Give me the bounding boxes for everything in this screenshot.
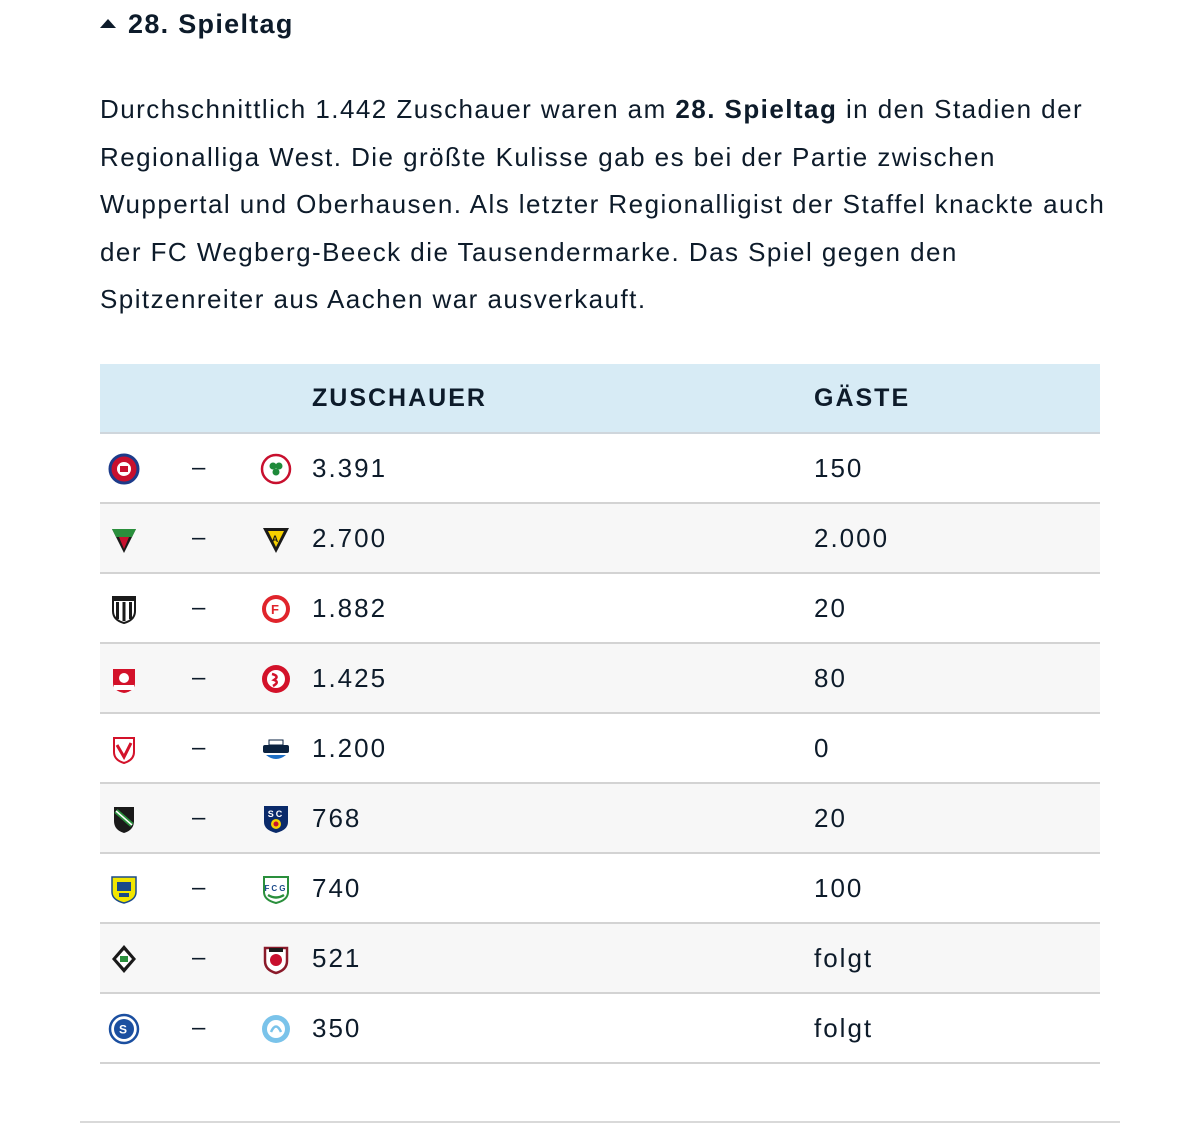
caret-up-icon [100, 19, 116, 28]
guest-team-cell [260, 923, 312, 993]
home-team-cell [100, 713, 185, 783]
gaeste-value: 100 [814, 853, 1100, 923]
table-row [100, 573, 1100, 643]
alemannia-aachen-crest-icon [260, 523, 292, 555]
gaeste-value: 0 [814, 713, 1100, 783]
svg-text:S: S [118, 1022, 130, 1037]
table-row [100, 993, 1100, 1063]
table-row [100, 923, 1100, 993]
versus-dash: – [185, 503, 260, 573]
header-empty-guest [260, 364, 312, 433]
versus-dash: – [185, 783, 260, 853]
gladbach-crest-icon [108, 943, 140, 975]
zuschauer-value: 350 [312, 993, 814, 1063]
zuschauer-value: 3.391 [312, 433, 814, 503]
section-title: 28. Spieltag [128, 8, 294, 39]
home-team-cell [100, 433, 185, 503]
lippstadt-crest-icon [108, 873, 140, 905]
guest-team-cell [260, 993, 312, 1063]
fortuna-duesseldorf-crest-icon [260, 593, 292, 625]
header-gaeste: GÄSTE [814, 364, 1100, 433]
sc-paderborn-crest-icon [260, 733, 292, 765]
bocholt-crest-icon [260, 943, 292, 975]
schonnebeck-crest-icon [108, 803, 140, 835]
table-row [100, 783, 1100, 853]
header-empty-home [100, 364, 185, 433]
sc-wiedenbrueck-crest-icon [260, 803, 292, 835]
guest-team-cell [260, 783, 312, 853]
zuschauer-value: 768 [312, 783, 814, 853]
header-empty-dash [185, 364, 260, 433]
fc-guetersloh-crest-icon [260, 873, 292, 905]
zuschauer-value: 1.200 [312, 713, 814, 783]
zuschauer-value: 740 [312, 853, 814, 923]
table-row [100, 713, 1100, 783]
attendance-table [100, 364, 1100, 1064]
svg-text:A: A [271, 533, 281, 544]
wuppertal-crest-icon [108, 453, 140, 485]
table-row [100, 853, 1100, 923]
schalke-crest-icon [108, 1013, 140, 1045]
gaeste-value: 20 [814, 783, 1100, 853]
guest-team-cell [260, 713, 312, 783]
intro-text-end: in den Stadien der Regionalliga West. Die größte Kulisse gab es bei der Partie zwischen Wuppertal und Oberhausen. Als letzter Regionalligist der Staffel knackte auch der FC Wegberg-Beeck die Tausendermarke. Das Spiel gegen den Spitzenreiter aus Aachen war ausverkauft. [100, 94, 1106, 314]
svg-text:FCG: FCG [264, 883, 288, 893]
rot-weiss-ahlen-crest-icon [108, 663, 140, 695]
fortuna-koeln-crest-icon [260, 663, 292, 695]
intro-paragraph [100, 86, 1110, 324]
section-toggle[interactable] [100, 6, 294, 42]
table-row [100, 643, 1100, 713]
home-team-cell [100, 783, 185, 853]
home-team-cell [100, 993, 185, 1063]
table-header-row [100, 364, 1100, 433]
zuschauer-value: 521 [312, 923, 814, 993]
zuschauer-value: 2.700 [312, 503, 814, 573]
versus-dash: – [185, 433, 260, 503]
home-team-cell [100, 853, 185, 923]
home-team-cell [100, 923, 185, 993]
guest-team-cell [260, 573, 312, 643]
home-team-cell [100, 503, 185, 573]
versus-dash: – [185, 993, 260, 1063]
table-row [100, 433, 1100, 503]
intro-text-start: Durchschnittlich 1.442 Zuschauer waren am [100, 94, 676, 124]
fc-koeln-crest-icon [108, 733, 140, 765]
guest-team-cell [260, 643, 312, 713]
footer-divider [80, 1121, 1120, 1123]
gaeste-value: 2.000 [814, 503, 1100, 573]
gaeste-value: folgt [814, 923, 1100, 993]
gaeste-value: 150 [814, 433, 1100, 503]
guest-team-cell [260, 853, 312, 923]
header-zuschauer: ZUSCHAUER [312, 364, 814, 433]
versus-dash: – [185, 643, 260, 713]
gaeste-value: folgt [814, 993, 1100, 1063]
gaeste-value: 80 [814, 643, 1100, 713]
versus-dash: – [185, 573, 260, 643]
versus-dash: – [185, 853, 260, 923]
vfb-homberg-crest-icon [108, 593, 140, 625]
oberhausen-crest-icon [260, 453, 292, 485]
versus-dash: – [185, 923, 260, 993]
gaeste-value: 20 [814, 573, 1100, 643]
svg-text:SC: SC [267, 808, 285, 819]
zuschauer-value: 1.882 [312, 573, 814, 643]
guest-team-cell [260, 503, 312, 573]
intro-text-bold: 28. Spieltag [675, 94, 838, 124]
zuschauer-value: 1.425 [312, 643, 814, 713]
wegberg-beeck-crest-icon [108, 523, 140, 555]
home-team-cell [100, 573, 185, 643]
versus-dash: – [185, 713, 260, 783]
guest-team-cell [260, 433, 312, 503]
table-row [100, 503, 1100, 573]
duesseldorf-guest-crest-icon [260, 1013, 292, 1045]
home-team-cell [100, 643, 185, 713]
svg-text:F: F [271, 601, 281, 617]
